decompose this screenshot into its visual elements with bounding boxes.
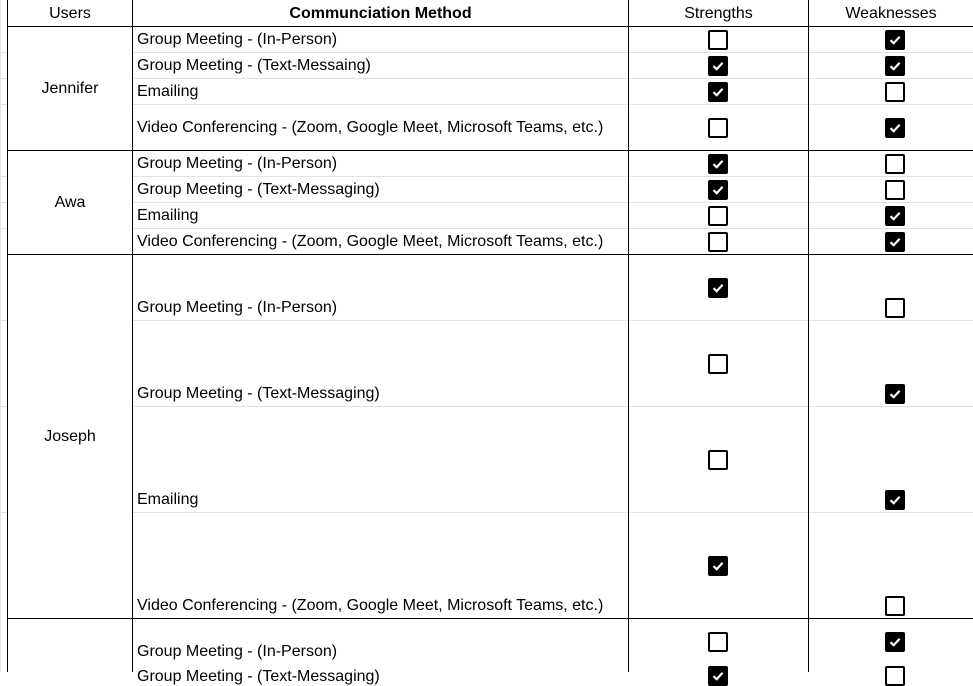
header-strengths[interactable]: Strengths: [684, 5, 753, 22]
strength-checkbox[interactable]: [708, 206, 728, 226]
method-cell[interactable]: Group Meeting - (Text-Messaging): [137, 385, 380, 402]
check-icon: [888, 121, 902, 135]
column-border: [7, 0, 8, 672]
weakness-checkbox[interactable]: [885, 30, 905, 50]
check-icon: [711, 85, 725, 99]
strength-checkbox[interactable]: [708, 180, 728, 200]
group-divider: [8, 150, 973, 151]
column-border: [628, 0, 629, 672]
method-cell[interactable]: Emailing: [137, 207, 199, 224]
group-divider: [8, 254, 973, 255]
method-cell[interactable]: Group Meeting - (In-Person): [137, 155, 338, 172]
row-divider: [132, 512, 973, 513]
method-cell[interactable]: Video Conferencing - (Zoom, Google Meet, Microsoft Teams, etc.): [137, 233, 604, 250]
method-cell[interactable]: Video Conferencing - (Zoom, Google Meet, Microsoft Teams, etc.): [137, 119, 604, 136]
header-communication-method[interactable]: Communciation Method: [289, 5, 472, 22]
method-cell[interactable]: Group Meeting - (In-Person): [137, 31, 338, 48]
weakness-checkbox[interactable]: [885, 56, 905, 76]
check-icon: [888, 635, 902, 649]
weakness-checkbox[interactable]: [885, 180, 905, 200]
group-divider: [8, 618, 973, 619]
method-cell[interactable]: Emailing: [137, 491, 199, 508]
method-cell[interactable]: Group Meeting - (In-Person): [137, 299, 338, 316]
check-icon: [711, 669, 725, 683]
check-icon: [888, 59, 902, 73]
check-icon: [711, 157, 725, 171]
row-divider: [132, 228, 973, 229]
row-divider: [132, 104, 973, 105]
check-icon: [711, 59, 725, 73]
check-icon: [711, 281, 725, 295]
strength-checkbox[interactable]: [708, 632, 728, 652]
row-divider: [132, 52, 973, 53]
row-divider: [132, 406, 973, 407]
weakness-checkbox[interactable]: [885, 596, 905, 616]
method-cell[interactable]: Group Meeting - (Text-Messaging): [137, 668, 380, 685]
strength-checkbox[interactable]: [708, 354, 728, 374]
strength-checkbox[interactable]: [708, 154, 728, 174]
strength-checkbox[interactable]: [708, 450, 728, 470]
method-cell[interactable]: Emailing: [137, 83, 199, 100]
strength-checkbox[interactable]: [708, 82, 728, 102]
header-weaknesses[interactable]: Weaknesses: [845, 5, 937, 22]
weakness-checkbox[interactable]: [885, 298, 905, 318]
method-cell[interactable]: Group Meeting - (In-Person): [137, 643, 338, 660]
strength-checkbox[interactable]: [708, 56, 728, 76]
weakness-checkbox[interactable]: [885, 82, 905, 102]
strength-checkbox[interactable]: [708, 278, 728, 298]
user-name-jennifer[interactable]: Jennifer: [41, 80, 99, 97]
check-icon: [888, 493, 902, 507]
check-icon: [888, 387, 902, 401]
weakness-checkbox[interactable]: [885, 666, 905, 686]
strength-checkbox[interactable]: [708, 118, 728, 138]
strength-checkbox[interactable]: [708, 556, 728, 576]
check-icon: [711, 183, 725, 197]
row-divider: [132, 176, 973, 177]
strength-checkbox[interactable]: [708, 30, 728, 50]
row-header-edge: [0, 0, 1, 672]
header-users[interactable]: Users: [49, 5, 91, 22]
check-icon: [888, 235, 902, 249]
column-border: [132, 0, 133, 672]
weakness-checkbox[interactable]: [885, 154, 905, 174]
weakness-checkbox[interactable]: [885, 632, 905, 652]
weakness-checkbox[interactable]: [885, 118, 905, 138]
strength-checkbox[interactable]: [708, 666, 728, 686]
method-cell[interactable]: Video Conferencing - (Zoom, Google Meet, Microsoft Teams, etc.): [137, 597, 604, 614]
weakness-checkbox[interactable]: [885, 490, 905, 510]
column-border: [808, 0, 809, 672]
row-divider: [132, 78, 973, 79]
method-cell[interactable]: Group Meeting - (Text-Messaing): [137, 57, 371, 74]
weakness-checkbox[interactable]: [885, 384, 905, 404]
user-name-joseph[interactable]: Joseph: [44, 428, 96, 445]
check-icon: [711, 559, 725, 573]
method-cell[interactable]: Group Meeting - (Text-Messaging): [137, 181, 380, 198]
check-icon: [888, 209, 902, 223]
row-divider: [132, 320, 973, 321]
check-icon: [888, 33, 902, 47]
strength-checkbox[interactable]: [708, 232, 728, 252]
row-divider: [132, 202, 973, 203]
weakness-checkbox[interactable]: [885, 206, 905, 226]
weakness-checkbox[interactable]: [885, 232, 905, 252]
user-name-awa[interactable]: Awa: [54, 194, 86, 211]
